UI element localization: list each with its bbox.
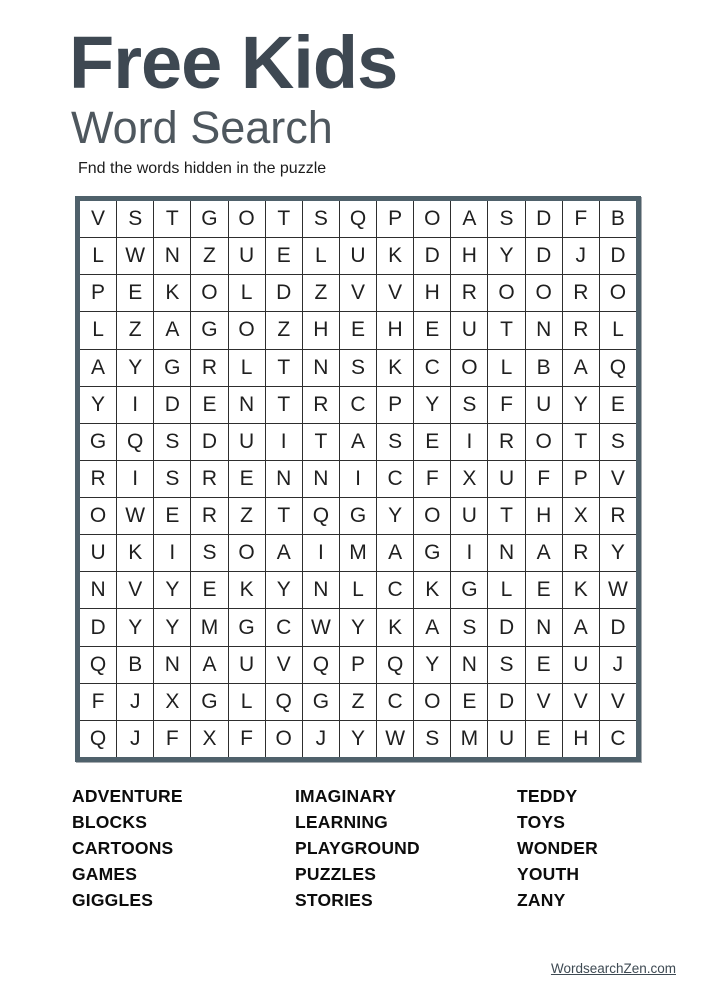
- grid-cell: N: [451, 647, 487, 683]
- grid-cell: C: [377, 572, 413, 608]
- grid-cell: K: [414, 572, 450, 608]
- word-list-item: ADVENTURE: [72, 786, 183, 806]
- grid-cell: T: [266, 201, 302, 237]
- grid-cell: R: [191, 350, 227, 386]
- grid-cell: E: [600, 387, 636, 423]
- grid-cell: G: [191, 684, 227, 720]
- grid-cell: Z: [191, 238, 227, 274]
- puzzle-instruction: Fnd the words hidden in the puzzle: [78, 160, 327, 177]
- grid-cell: U: [488, 461, 524, 497]
- grid-cell: L: [488, 350, 524, 386]
- grid-cell: Y: [377, 498, 413, 534]
- grid-cell: E: [414, 424, 450, 460]
- grid-cell: S: [488, 201, 524, 237]
- grid-cell: R: [563, 535, 599, 571]
- grid-cell: Z: [117, 312, 153, 348]
- grid-cell: O: [414, 201, 450, 237]
- grid-cell: L: [303, 238, 339, 274]
- grid-cell: F: [414, 461, 450, 497]
- grid-cell: G: [191, 201, 227, 237]
- grid-cell: T: [488, 498, 524, 534]
- grid-cell: R: [488, 424, 524, 460]
- grid-cell: P: [80, 275, 116, 311]
- grid-cell: L: [600, 312, 636, 348]
- grid-cell: U: [451, 312, 487, 348]
- word-list-item: YOUTH: [517, 864, 580, 884]
- grid-cell: L: [80, 238, 116, 274]
- grid-cell: Q: [377, 647, 413, 683]
- word-list-item: PUZZLES: [295, 864, 377, 884]
- grid-cell: U: [526, 387, 562, 423]
- grid-cell: K: [377, 350, 413, 386]
- grid-cell: W: [377, 721, 413, 757]
- grid-cell: M: [451, 721, 487, 757]
- grid-cell: N: [488, 535, 524, 571]
- grid-cell: I: [117, 387, 153, 423]
- grid-cell: E: [191, 387, 227, 423]
- grid-cell: U: [80, 535, 116, 571]
- grid-cell: C: [266, 609, 302, 645]
- grid-cell: S: [154, 424, 190, 460]
- grid-cell: D: [600, 609, 636, 645]
- grid-cell: E: [526, 721, 562, 757]
- word-list-column-2: [295, 783, 420, 913]
- grid-cell: I: [266, 424, 302, 460]
- grid-cell: G: [80, 424, 116, 460]
- grid-cell: R: [600, 498, 636, 534]
- grid-cell: P: [377, 201, 413, 237]
- grid-cell: Y: [117, 609, 153, 645]
- word-list-item: ZANY: [517, 890, 566, 910]
- grid-cell: E: [117, 275, 153, 311]
- grid-cell: L: [488, 572, 524, 608]
- grid-cell: V: [600, 461, 636, 497]
- word-list-item: IMAGINARY: [295, 786, 397, 806]
- grid-cell: U: [229, 647, 265, 683]
- grid-cell: S: [451, 387, 487, 423]
- grid-cell: A: [340, 424, 376, 460]
- grid-cell: W: [303, 609, 339, 645]
- grid-cell: B: [600, 201, 636, 237]
- grid-cell: E: [229, 461, 265, 497]
- grid-cell: Y: [600, 535, 636, 571]
- grid-cell: E: [526, 647, 562, 683]
- grid-cell: O: [414, 498, 450, 534]
- grid-cell: C: [340, 387, 376, 423]
- grid-cell: C: [414, 350, 450, 386]
- grid-cell: G: [154, 350, 190, 386]
- grid-cell: V: [600, 684, 636, 720]
- grid-cell: I: [154, 535, 190, 571]
- grid-cell: O: [526, 424, 562, 460]
- grid-cell: G: [191, 312, 227, 348]
- grid-cell: I: [340, 461, 376, 497]
- grid-cell: I: [117, 461, 153, 497]
- grid-cell: Y: [117, 350, 153, 386]
- grid-cell: V: [377, 275, 413, 311]
- grid-cell: O: [600, 275, 636, 311]
- grid-cell: R: [563, 275, 599, 311]
- grid-cell: W: [600, 572, 636, 608]
- grid-cell: T: [488, 312, 524, 348]
- grid-cell: T: [266, 387, 302, 423]
- grid-cell: A: [451, 201, 487, 237]
- grid-cell: A: [154, 312, 190, 348]
- grid-cell: B: [526, 350, 562, 386]
- grid-cell: L: [229, 275, 265, 311]
- grid-cell: H: [451, 238, 487, 274]
- word-list-item: TEDDY: [517, 786, 578, 806]
- word-list-item: CARTOONS: [72, 838, 174, 858]
- grid-cell: J: [563, 238, 599, 274]
- grid-cell: Q: [117, 424, 153, 460]
- grid-cell: N: [303, 461, 339, 497]
- grid-cell: H: [377, 312, 413, 348]
- grid-cell: Z: [229, 498, 265, 534]
- grid-cell: Q: [340, 201, 376, 237]
- grid-cell: S: [488, 647, 524, 683]
- grid-cell: E: [154, 498, 190, 534]
- grid-cell: Z: [340, 684, 376, 720]
- grid-cell: X: [154, 684, 190, 720]
- grid-cell: F: [488, 387, 524, 423]
- grid-cell: R: [303, 387, 339, 423]
- grid-cell: A: [191, 647, 227, 683]
- grid-cell: V: [526, 684, 562, 720]
- grid-cell: V: [266, 647, 302, 683]
- grid-cell: S: [414, 721, 450, 757]
- grid-cell: A: [414, 609, 450, 645]
- grid-cell: K: [377, 609, 413, 645]
- grid-cell: A: [80, 350, 116, 386]
- grid-cell: U: [229, 424, 265, 460]
- grid-cell: Y: [80, 387, 116, 423]
- grid-cell: S: [451, 609, 487, 645]
- grid-cell: O: [229, 312, 265, 348]
- grid-cell: Y: [488, 238, 524, 274]
- grid-cell: K: [229, 572, 265, 608]
- grid-cell: G: [340, 498, 376, 534]
- grid-cell: T: [303, 424, 339, 460]
- grid-cell: T: [266, 350, 302, 386]
- word-list-item: GIGGLES: [72, 890, 154, 910]
- grid-cell: E: [340, 312, 376, 348]
- grid-cell: U: [488, 721, 524, 757]
- grid-cell: P: [340, 647, 376, 683]
- grid-cell: A: [377, 535, 413, 571]
- grid-cell: S: [191, 535, 227, 571]
- grid-cell: G: [303, 684, 339, 720]
- grid-cell: T: [563, 424, 599, 460]
- grid-cell: L: [80, 312, 116, 348]
- grid-cell: E: [414, 312, 450, 348]
- grid-cell: Y: [563, 387, 599, 423]
- word-list-item: TOYS: [517, 812, 566, 832]
- grid-cell: Y: [154, 572, 190, 608]
- grid-cell: S: [340, 350, 376, 386]
- grid-cell: Y: [340, 609, 376, 645]
- grid-cell: O: [191, 275, 227, 311]
- grid-cell: F: [229, 721, 265, 757]
- grid-cell: D: [191, 424, 227, 460]
- grid-cell: V: [340, 275, 376, 311]
- grid-cell: H: [563, 721, 599, 757]
- grid-cell: Q: [303, 647, 339, 683]
- grid-cell: D: [488, 609, 524, 645]
- grid-cell: D: [488, 684, 524, 720]
- grid-cell: Q: [600, 350, 636, 386]
- grid-cell: T: [266, 498, 302, 534]
- grid-cell: W: [117, 238, 153, 274]
- grid-cell: C: [377, 684, 413, 720]
- grid-cell: K: [563, 572, 599, 608]
- grid-cell: Q: [80, 647, 116, 683]
- grid-cell: E: [191, 572, 227, 608]
- grid-cell: V: [117, 572, 153, 608]
- word-list-item: PLAYGROUND: [295, 838, 420, 858]
- grid-cell: Y: [414, 647, 450, 683]
- grid-cell: G: [229, 609, 265, 645]
- grid-cell: Y: [266, 572, 302, 608]
- grid-cell: U: [229, 238, 265, 274]
- grid-cell: N: [229, 387, 265, 423]
- grid-cell: N: [303, 350, 339, 386]
- grid-cell: D: [526, 238, 562, 274]
- word-grid: [75, 196, 641, 762]
- grid-cell: L: [340, 572, 376, 608]
- grid-cell: R: [191, 461, 227, 497]
- grid-cell: U: [451, 498, 487, 534]
- grid-cell: W: [117, 498, 153, 534]
- grid-cell: D: [154, 387, 190, 423]
- grid-cell: S: [117, 201, 153, 237]
- grid-cell: N: [80, 572, 116, 608]
- grid-cell: A: [563, 350, 599, 386]
- grid-cell: D: [600, 238, 636, 274]
- grid-cell: R: [563, 312, 599, 348]
- grid-cell: S: [154, 461, 190, 497]
- grid-cell: J: [117, 684, 153, 720]
- grid-cell: K: [154, 275, 190, 311]
- grid-cell: F: [80, 684, 116, 720]
- grid-cell: N: [266, 461, 302, 497]
- word-list-item: WONDER: [517, 838, 598, 858]
- grid-cell: R: [451, 275, 487, 311]
- grid-cell: E: [266, 238, 302, 274]
- grid-cell: J: [600, 647, 636, 683]
- grid-cell: N: [526, 312, 562, 348]
- page-subtitle: Word Search: [71, 102, 333, 153]
- word-list-item: LEARNING: [295, 812, 388, 832]
- grid-cell: R: [80, 461, 116, 497]
- grid-cell: J: [303, 721, 339, 757]
- grid-cell: O: [80, 498, 116, 534]
- grid-cell: G: [451, 572, 487, 608]
- grid-cell: P: [377, 387, 413, 423]
- grid-cell: U: [340, 238, 376, 274]
- grid-cell: L: [229, 350, 265, 386]
- grid-cell: L: [229, 684, 265, 720]
- grid-cell: Z: [303, 275, 339, 311]
- word-list-column-3: [517, 783, 598, 913]
- grid-cell: I: [451, 535, 487, 571]
- grid-cell: X: [451, 461, 487, 497]
- grid-cell: O: [451, 350, 487, 386]
- grid-cell: R: [191, 498, 227, 534]
- grid-cell: N: [154, 238, 190, 274]
- grid-cell: F: [526, 461, 562, 497]
- grid-cell: F: [154, 721, 190, 757]
- grid-cell: S: [377, 424, 413, 460]
- grid-cell: I: [451, 424, 487, 460]
- grid-cell: O: [488, 275, 524, 311]
- grid-cell: Q: [80, 721, 116, 757]
- grid-cell: E: [526, 572, 562, 608]
- site-link[interactable]: WordsearchZen.com: [550, 961, 676, 976]
- grid-cell: B: [117, 647, 153, 683]
- grid-cell: P: [563, 461, 599, 497]
- grid-cell: C: [377, 461, 413, 497]
- grid-cell: O: [229, 535, 265, 571]
- word-list-column-1: [72, 783, 183, 913]
- grid-cell: T: [154, 201, 190, 237]
- grid-cell: O: [229, 201, 265, 237]
- grid-cell: A: [563, 609, 599, 645]
- grid-cell: V: [80, 201, 116, 237]
- grid-cell: S: [303, 201, 339, 237]
- grid-cell: K: [117, 535, 153, 571]
- grid-cell: K: [377, 238, 413, 274]
- grid-cell: H: [526, 498, 562, 534]
- word-list-item: GAMES: [72, 864, 138, 884]
- grid-cell: J: [117, 721, 153, 757]
- grid-cell: C: [600, 721, 636, 757]
- grid-cell: N: [154, 647, 190, 683]
- word-list-item: STORIES: [295, 890, 373, 910]
- grid-cell: O: [414, 684, 450, 720]
- grid-cell: Y: [340, 721, 376, 757]
- grid-cell: F: [563, 201, 599, 237]
- grid-cell: S: [600, 424, 636, 460]
- word-list-item: BLOCKS: [72, 812, 148, 832]
- page-title: Free Kids: [69, 21, 398, 104]
- grid-cell: V: [563, 684, 599, 720]
- grid-cell: A: [266, 535, 302, 571]
- grid-cell: N: [526, 609, 562, 645]
- grid-cell: G: [414, 535, 450, 571]
- grid-cell: M: [191, 609, 227, 645]
- grid-cell: H: [414, 275, 450, 311]
- grid-cell: N: [303, 572, 339, 608]
- grid-cell: Q: [303, 498, 339, 534]
- grid-cell: Q: [266, 684, 302, 720]
- grid-cell: D: [414, 238, 450, 274]
- grid-cell: Y: [154, 609, 190, 645]
- grid-cell: Z: [266, 312, 302, 348]
- grid-cell: A: [526, 535, 562, 571]
- grid-cell: U: [563, 647, 599, 683]
- grid-cell: E: [451, 684, 487, 720]
- grid-cell: D: [80, 609, 116, 645]
- grid-cell: M: [340, 535, 376, 571]
- grid-cell: O: [266, 721, 302, 757]
- grid-cell: H: [303, 312, 339, 348]
- grid-cell: D: [526, 201, 562, 237]
- grid-cell: I: [303, 535, 339, 571]
- grid-cell: X: [191, 721, 227, 757]
- grid-cell: X: [563, 498, 599, 534]
- grid-cell: Y: [414, 387, 450, 423]
- grid-cell: O: [526, 275, 562, 311]
- grid-cell: D: [266, 275, 302, 311]
